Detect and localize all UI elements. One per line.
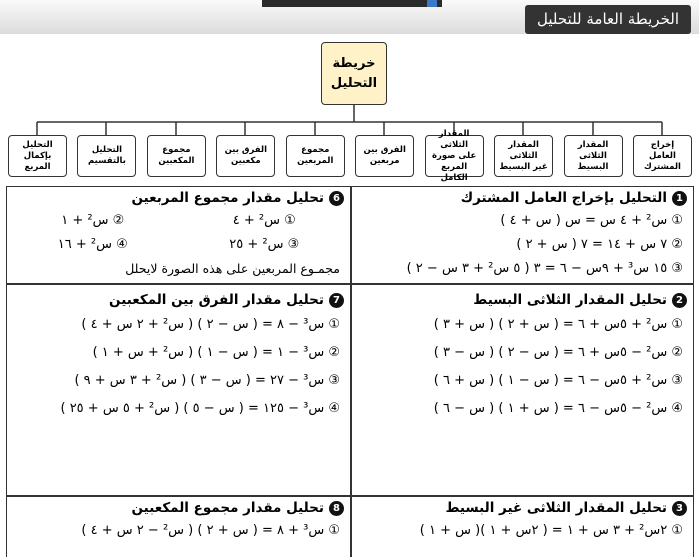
- branch-row: [8, 128, 692, 183]
- section-simple-trinomial: [350, 285, 693, 495]
- equation-line: ① ٢س² + ٣ س + ١ = ( ٢س + ١ )( س + ١ ): [419, 523, 683, 538]
- branch-completing-square: التحليل بإكمال المربع: [8, 135, 67, 177]
- section-number-badge: 6: [329, 191, 344, 206]
- section-title: تحليل المقدار الثلاثى غير البسيط: [445, 500, 667, 516]
- section-title: تحليل مقدار مجموع المربعين: [131, 190, 324, 206]
- equation-line: ③ س² + ٥س − ٦ = ( س − ١ ) ( س + ٦ ): [433, 373, 683, 388]
- equation-line: ① س³ + ٨ = ( س + ٢ ) ( س² − ٢ س + ٤ ): [81, 523, 340, 538]
- equation-line: ③ ١٥ س³ + ٩س − ٦ = ٣ ( ٥ س² + ٣ س − ٢ ): [406, 261, 683, 276]
- section-number-badge: 2: [672, 293, 687, 308]
- root-line-1: خريطة: [332, 55, 376, 71]
- equation-line: ② س³ − ١ = ( س − ١ ) ( س² + س + ١ ): [92, 345, 340, 360]
- equation-line: ① س³ − ٨ = ( س − ٢ ) ( س² + ٢ س + ٤ ): [81, 317, 340, 332]
- mind-map-root: [321, 42, 387, 105]
- branch-perfect-square: المقدار الثلاثى على صورة المربع الكامل: [425, 135, 484, 177]
- equation-line: ③ س³ − ٢٧ = ( س − ٣ ) ( س² + ٣ س + ٩ ): [74, 373, 340, 388]
- section-title: تحليل مقدار مجموع المكعبين: [131, 500, 324, 516]
- section-note: مجمـوع المربعين على هذه الصورة لايحلل: [125, 261, 340, 276]
- section-number-badge: 3: [672, 501, 687, 516]
- section-difference-of-cubes: [7, 285, 350, 495]
- branch-simple-trinomial: المقدار الثلاثى البسيط: [564, 135, 623, 177]
- branch-nonsimple-trinomial: المقدار الثلاثى غير البسيط: [494, 135, 553, 177]
- equation-line: ② س² − ٥س + ٦ = ( س − ٢ ) ( س − ٣ ): [433, 345, 683, 360]
- section-common-factor: [350, 187, 693, 283]
- section-number-badge: 7: [329, 293, 344, 308]
- equation-line: ① س² + ٥س + ٦ = ( س + ٢ ) ( س + ٣ ): [433, 317, 683, 332]
- section-title: التحليل بإخراج العامل المشترك: [460, 190, 667, 206]
- equation-line: ② ٧ س + ١٤ = ٧ ( س + ٢ ): [516, 237, 683, 252]
- equation-line: ④ س² − ٥س − ٦ = ( س + ١ ) ( س − ٦ ): [433, 401, 683, 416]
- section-title: تحليل مقدار الفرق بين المكعبين: [109, 292, 324, 308]
- equation-line: ④ س³ − ١٢٥ = ( س − ٥ ) ( س² + ٥ س + ٢٥ ): [60, 401, 340, 416]
- equation-item: ① س² + ٤: [232, 213, 296, 228]
- root-line-2: التحليل: [330, 75, 378, 91]
- section-nonsimple-trinomial: [350, 497, 693, 557]
- section-sum-of-squares: [7, 187, 350, 283]
- branch-sum-of-squares: مجموع المربعين: [286, 135, 345, 177]
- equation-item: ④ س² + ١٦: [57, 237, 128, 252]
- top-toolbar-strip: [262, 0, 442, 7]
- section-number-badge: 1: [672, 191, 687, 206]
- equation-item: ③ س² + ٢٥: [229, 237, 300, 252]
- branch-sum-of-cubes: مجموع المكعبين: [147, 135, 206, 177]
- equation-row: [7, 209, 350, 233]
- branch-difference-of-squares: الفرق بين مربعين: [355, 135, 414, 177]
- page-title: الخريطة العامة للتحليل: [525, 5, 691, 34]
- branch-grouping: التحليل بالتقسيم: [77, 135, 136, 177]
- equation-line: ① س² + ٤ س = س ( س + ٤ ): [500, 213, 683, 228]
- branch-difference-of-cubes: الفرق بين مكعبين: [216, 135, 275, 177]
- top-toolbar-accent: [427, 0, 437, 7]
- equation-row: [7, 233, 350, 257]
- section-sum-of-cubes: [7, 497, 350, 557]
- equation-item: ② س² + ١: [61, 213, 125, 228]
- section-title: تحليل المقدار الثلاثى البسيط: [473, 292, 667, 308]
- content-grid: [6, 186, 694, 557]
- section-number-badge: 8: [329, 501, 344, 516]
- branch-common-factor: إخراج العامل المشترك: [633, 135, 692, 177]
